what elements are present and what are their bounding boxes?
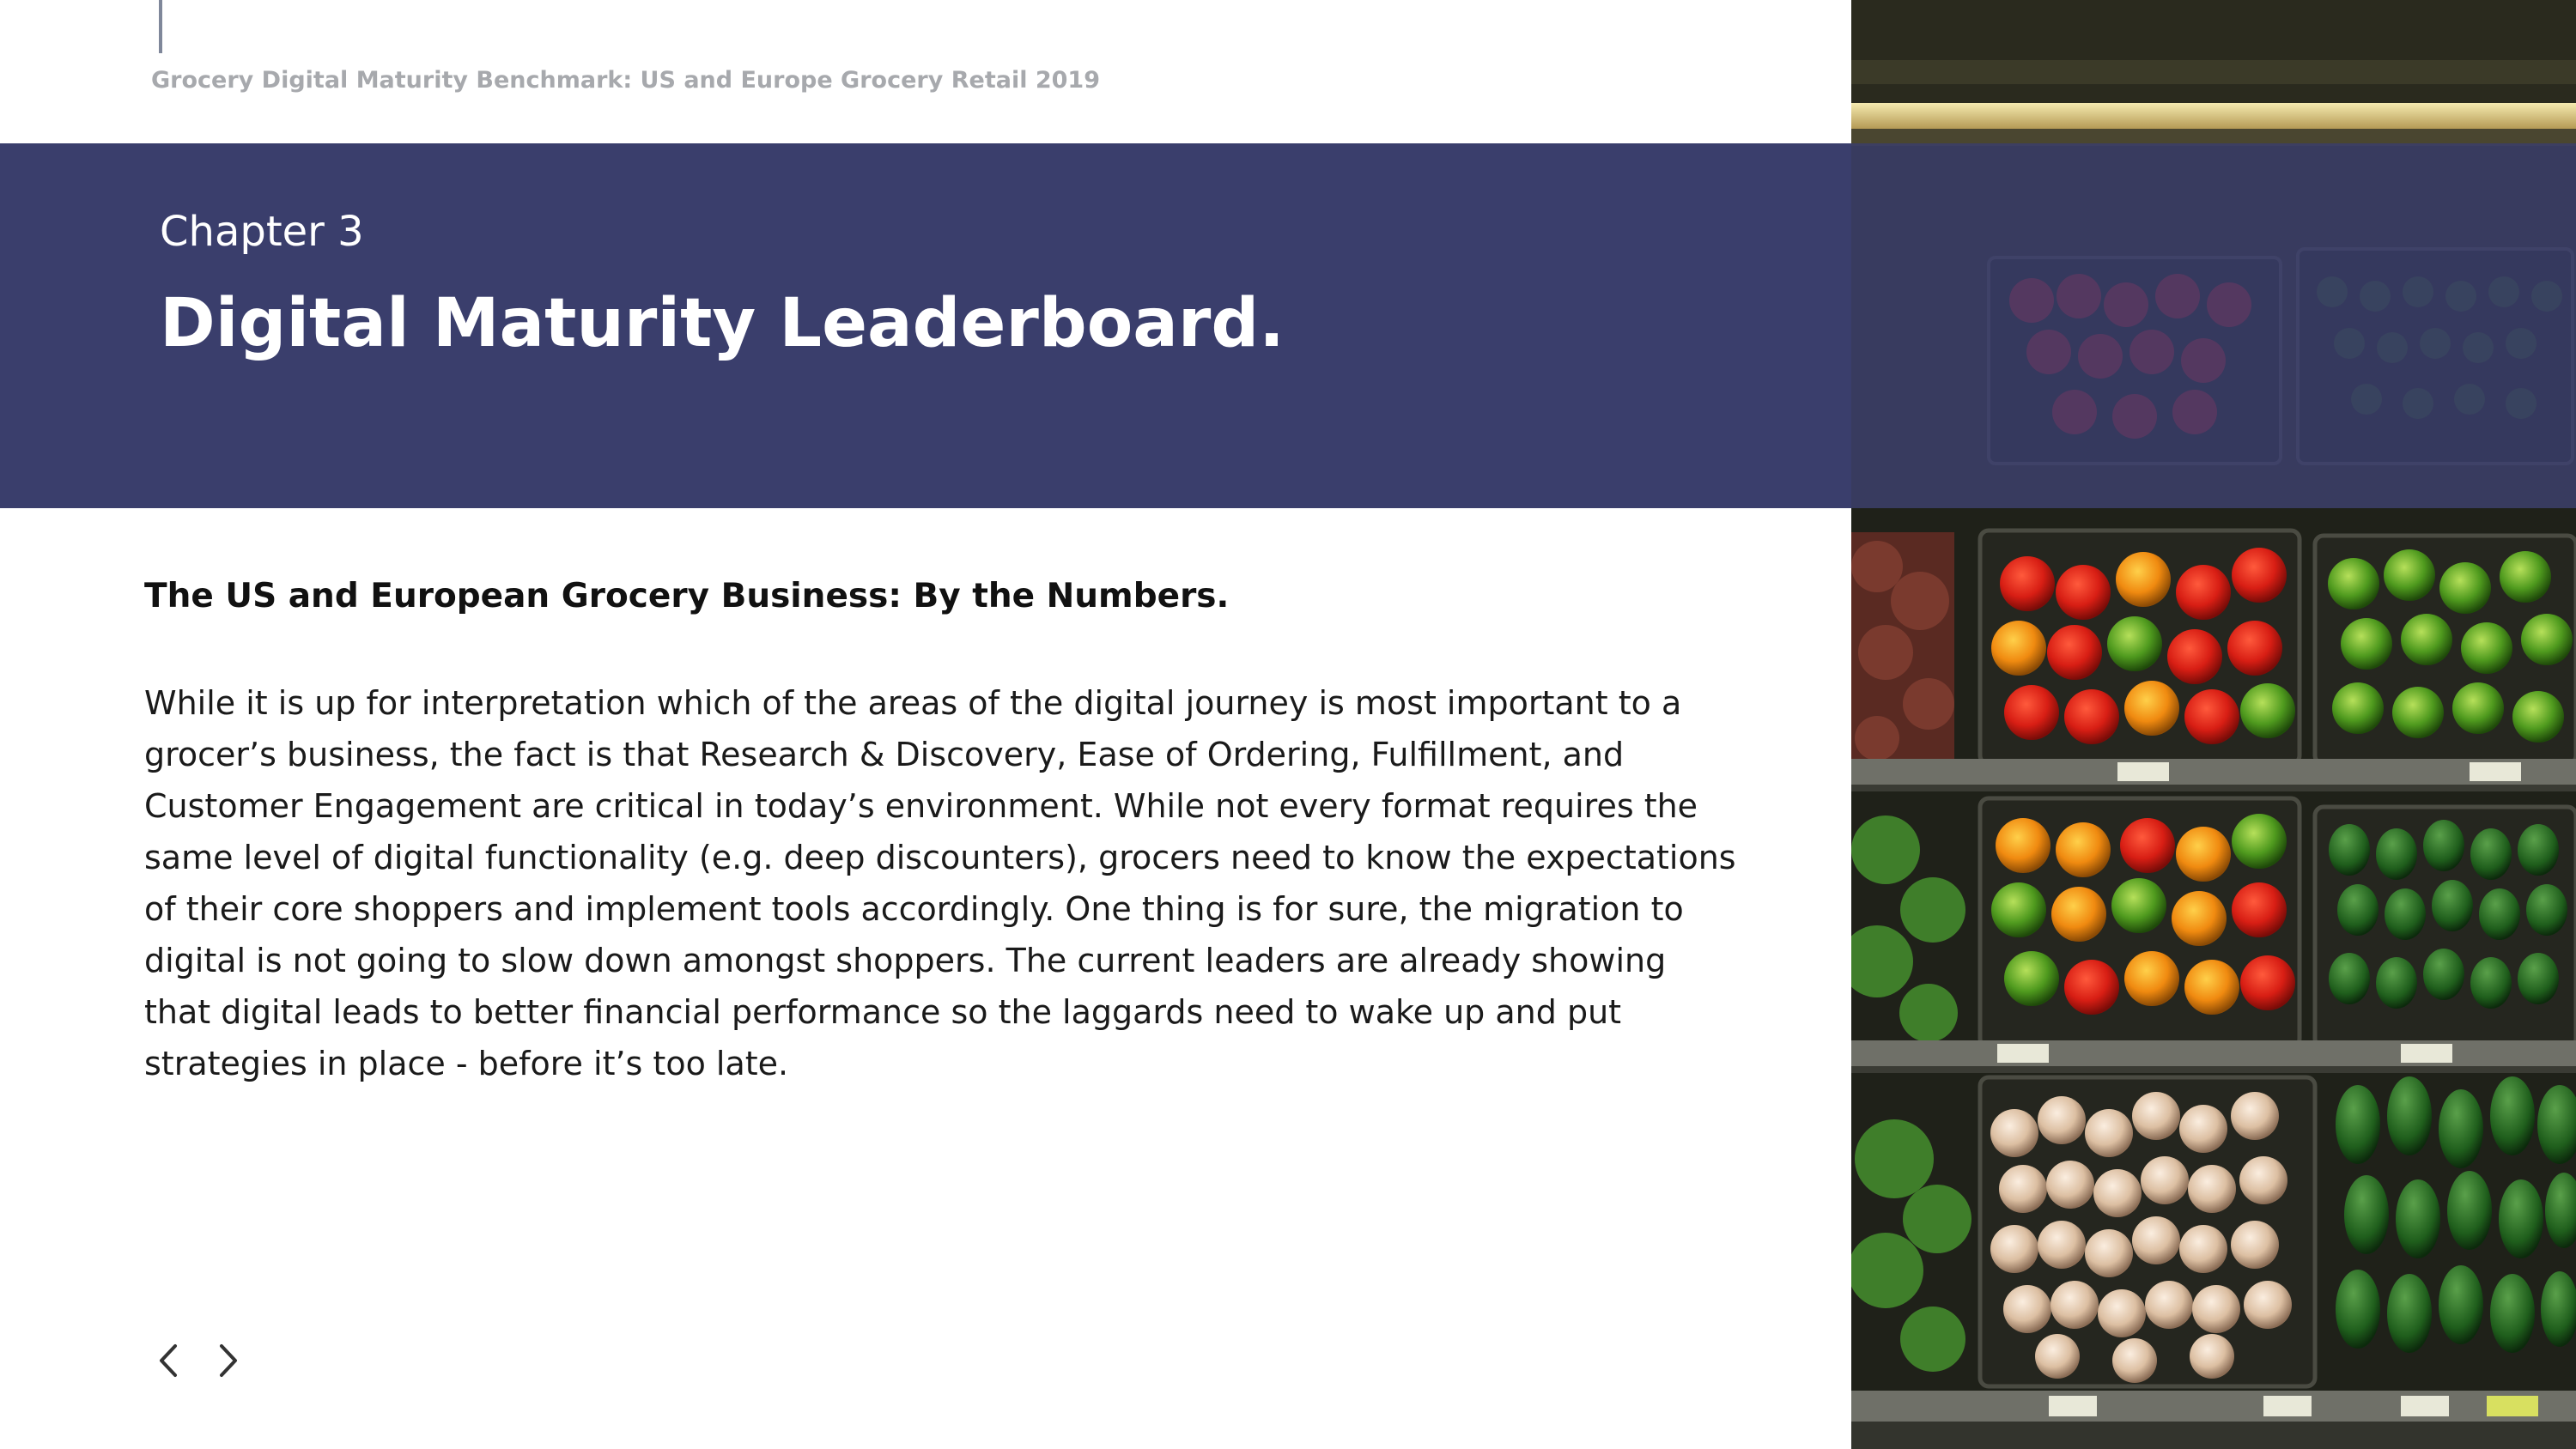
chevron-left-icon <box>151 1339 189 1382</box>
body-line: digital is not going to slow down amongst shoppers. The current leaders are already showing <box>144 942 1667 979</box>
report-title: Grocery Digital Maturity Benchmark: US and Europe Grocery Retail 2019 <box>151 67 1100 94</box>
photo-color-overlay <box>1851 143 2576 508</box>
section-heading: The US and European Grocery Business: By the Numbers. <box>144 577 1230 615</box>
body-line: While it is up for interpretation which of the areas of the digital journey is most important to a <box>144 684 1682 722</box>
header-accent-rule <box>159 0 162 53</box>
next-page-button[interactable] <box>208 1339 246 1382</box>
body-line: grocer’s business, the fact is that Research & Discovery, Ease of Ordering, Fulfillment, and <box>144 736 1625 773</box>
chapter-label: Chapter 3 <box>160 208 364 256</box>
body-paragraph <box>144 677 1776 1089</box>
page-navigation <box>151 1339 246 1382</box>
body-line: of their core shoppers and implement tools accordingly. One thing is for sure, the migration to <box>144 890 1684 928</box>
chapter-banner <box>0 143 1851 508</box>
body-line: Customer Engagement are critical in today’s environment. While not every format requires the <box>144 787 1698 825</box>
grocery-produce-photo <box>1851 0 2576 1449</box>
body-line: strategies in place - before it’s too late. <box>144 1045 789 1082</box>
body-line: that digital leads to better financial performance so the laggards need to wake up and put <box>144 993 1622 1031</box>
body-line: same level of digital functionality (e.g. deep discounters), grocers need to know the expectations <box>144 839 1736 876</box>
chapter-title: Digital Maturity Leaderboard. <box>160 285 1285 362</box>
previous-page-button[interactable] <box>151 1339 189 1382</box>
chevron-right-icon <box>208 1339 246 1382</box>
